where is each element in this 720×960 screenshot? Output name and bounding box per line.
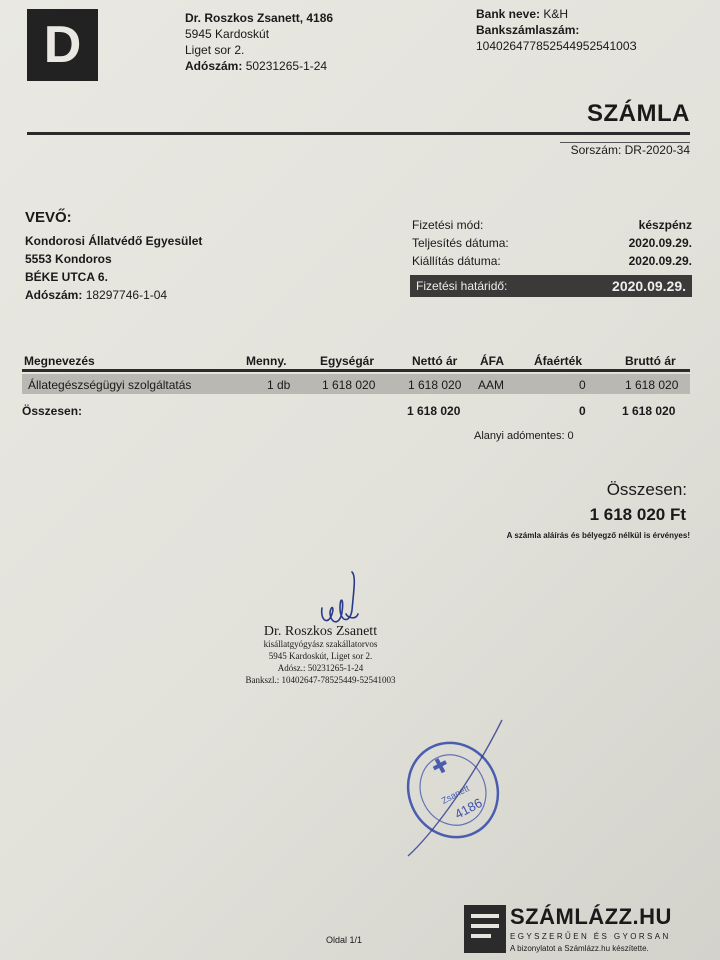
items-table	[22, 352, 690, 420]
item-desc: Állategészségügyi szolgáltatás	[28, 378, 192, 392]
buyer-block	[25, 232, 202, 304]
due-date-value: 2020.09.29.	[612, 278, 686, 294]
total-vat-amount: 0	[579, 404, 586, 418]
signer-name: Dr. Roszkos Zsanett	[263, 624, 378, 639]
company-logo: D	[27, 9, 98, 81]
seller-tax-label: Adószám:	[185, 59, 243, 73]
payment-method-row	[412, 218, 692, 236]
grand-total-label: Összesen:	[606, 480, 687, 499]
seller-street: Liget sor 2.	[185, 43, 245, 57]
szamlazz-logo-icon	[463, 904, 507, 954]
completion-date-row	[412, 236, 692, 254]
signer-tax: Adósz.: 50231265-1-24	[277, 663, 364, 673]
official-seal	[398, 718, 508, 863]
bank-name-label: Bank neve:	[476, 7, 541, 21]
bank-account-label: Bankszámlaszám:	[476, 23, 580, 37]
table-header	[22, 352, 690, 372]
seller-tax-value: 50231265-1-24	[245, 59, 328, 73]
item-vat: AAM	[478, 378, 505, 392]
szamlazz-slogan: EGYSZERŰEN ÉS GYORSAN	[510, 932, 671, 941]
issue-date-label: Kiállítás dátuma:	[412, 254, 501, 268]
total-row	[22, 402, 690, 420]
signer-title: kisállatgyógyász szakállatorvos	[263, 639, 378, 649]
seller-city: 5945 Kardoskút	[185, 27, 270, 41]
item-net: 1 618 020	[408, 378, 462, 392]
buyer-street: BÉKE UTCA 6.	[25, 270, 108, 284]
col-gross-header: Bruttó ár	[625, 354, 676, 368]
col-desc-header: Megnevezés	[24, 354, 95, 368]
bank-block	[476, 6, 637, 54]
svg-text:4186: 4186	[452, 794, 485, 822]
seller-name: Dr. Roszkos Zsanett, 4186	[185, 11, 334, 25]
bank-account-value: 10402647785254495254100З	[476, 39, 637, 53]
grand-total-value: 1 618 020 Ft	[589, 505, 686, 524]
col-net-header: Nettó ár	[412, 354, 458, 368]
document-title: SZÁMLA	[587, 100, 690, 127]
svg-text:Zsanett: Zsanett	[439, 782, 471, 806]
completion-date-value: 2020.09.29.	[628, 236, 692, 250]
buyer-name: Kondorosi Állatvédő Egyesület	[25, 234, 203, 248]
item-qty: 1 db	[267, 378, 291, 392]
col-vat-amount-header: Áfaérték	[534, 354, 583, 368]
validity-note: A számla aláírás és bélyegző nélkül is érvényes!	[506, 531, 690, 540]
buyer-city: 5553 Kondoros	[25, 252, 112, 266]
due-date-row	[410, 275, 692, 297]
issue-date-value: 2020.09.29.	[628, 254, 692, 268]
table-row	[22, 374, 690, 394]
szamlazz-brand: SZÁMLÁZZ.HU	[510, 904, 672, 929]
buyer-tax-label: Adószám:	[25, 288, 83, 302]
signer-bank: Bankszl.: 10402647-78525449-52541003	[245, 675, 396, 685]
signer-stamp-text	[238, 626, 403, 686]
completion-date-label: Teljesítés dátuma:	[412, 236, 509, 250]
payment-method-label: Fizetési mód:	[412, 218, 484, 232]
payment-method-value: készpénz	[638, 218, 692, 232]
handwritten-signature	[312, 568, 372, 628]
page-number: Oldal 1/1	[326, 935, 363, 945]
invoice-serial: Sorszám: DR-2020-34	[570, 143, 690, 157]
payment-info	[412, 218, 692, 297]
buyer-tax-value: 18297746-1-04	[85, 288, 168, 302]
buyer-heading: VEVŐ:	[25, 209, 72, 226]
total-net: 1 618 020	[407, 404, 461, 418]
signer-address: 5945 Kardoskút, Liget sor 2.	[268, 651, 373, 661]
total-gross: 1 618 020	[622, 404, 676, 418]
header-divider	[27, 132, 690, 135]
col-unit-header: Egységár	[320, 354, 375, 368]
col-vat-header: ÁFA	[480, 354, 504, 368]
issue-date-row	[412, 254, 692, 272]
item-unit-price: 1 618 020	[322, 378, 376, 392]
vat-exempt-note: Alanyi adómentes: 0	[474, 430, 574, 442]
col-qty-header: Menny.	[246, 354, 287, 368]
szamlazz-note: A bizonylatot a Számlázz.hu készítette.	[510, 944, 649, 953]
seller-block	[185, 10, 333, 74]
bank-name-value: K&H	[543, 7, 569, 21]
item-gross: 1 618 020	[625, 378, 679, 392]
due-date-label: Fizetési határidő:	[416, 279, 508, 293]
item-vat-amount: 0	[579, 378, 586, 392]
total-label: Összesen:	[22, 404, 83, 418]
